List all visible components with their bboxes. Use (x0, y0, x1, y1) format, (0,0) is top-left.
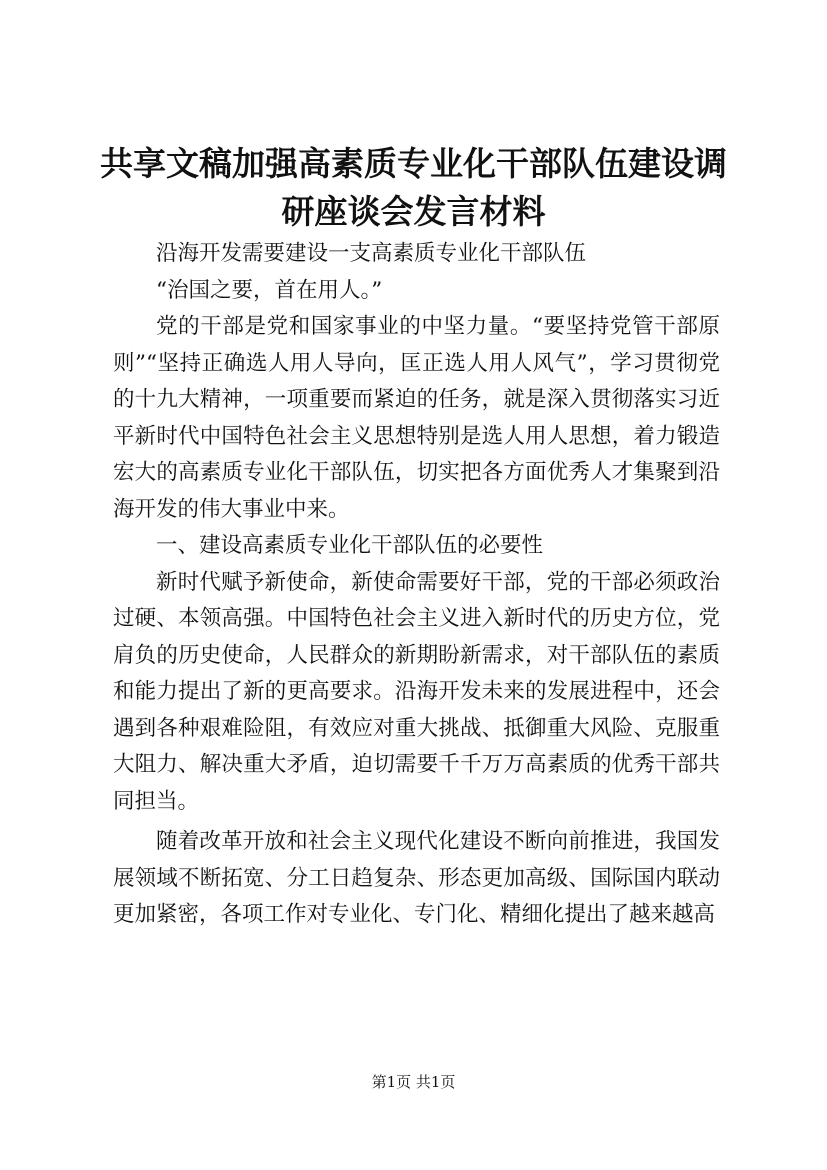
paragraph-quote: “治国之要，首在用人。” (156, 277, 383, 303)
section-heading-1: 一、建设高素质专业化干部队伍的必要性 (156, 533, 544, 558)
page-footer: 第1页 共1页 (371, 1073, 456, 1091)
document-body (113, 236, 720, 934)
document-title: 共享文稿加强高素质专业化干部队伍建设调研座谈会发言材料 (100, 144, 727, 231)
paragraph-intro: 党的干部是党和国家事业的中坚力量。“要坚持党管干部原则”“坚持正确选人用人导向，匡正选人用人风气”，学习贯彻党的十九大精神，一项重要而紧迫的任务，就是深入贯彻落实习近平新时代中国特色社会主义思想特别是选人用人思想，着力锻造宏大的高素质专业化干部队伍，切实把各方面优秀人才集聚到沿海开发的伟大事业中来。 (113, 314, 720, 522)
paragraph-subtitle: 沿海开发需要建设一支高素质专业化干部队伍 (156, 241, 587, 266)
paragraph-necessity: 新时代赋予新使命，新使命需要好干部，党的干部必须政治过硬、本领高强。中国特色社会主义进入新时代的历史方位，党肩负的历史使命，人民群众的新期盼新需求，对干部队伍的素质和能力提出了新的更高要求。沿海开发未来的发展进程中，还会遇到各种艰难险阻，有效应对重大挑战、抵御重大风险、克服重大阻力、解决重大矛盾，迫切需要千千万万高素质的优秀干部共同担当。 (113, 569, 720, 814)
paragraph-reform: 随着改革开放和社会主义现代化建设不断向前推进，我国发展领域不断拓宽、分工日趋复杂、形态更加高级、国际国内联动更加紧密，各项工作对专业化、专门化、精细化提出了越来越高 (113, 829, 720, 927)
